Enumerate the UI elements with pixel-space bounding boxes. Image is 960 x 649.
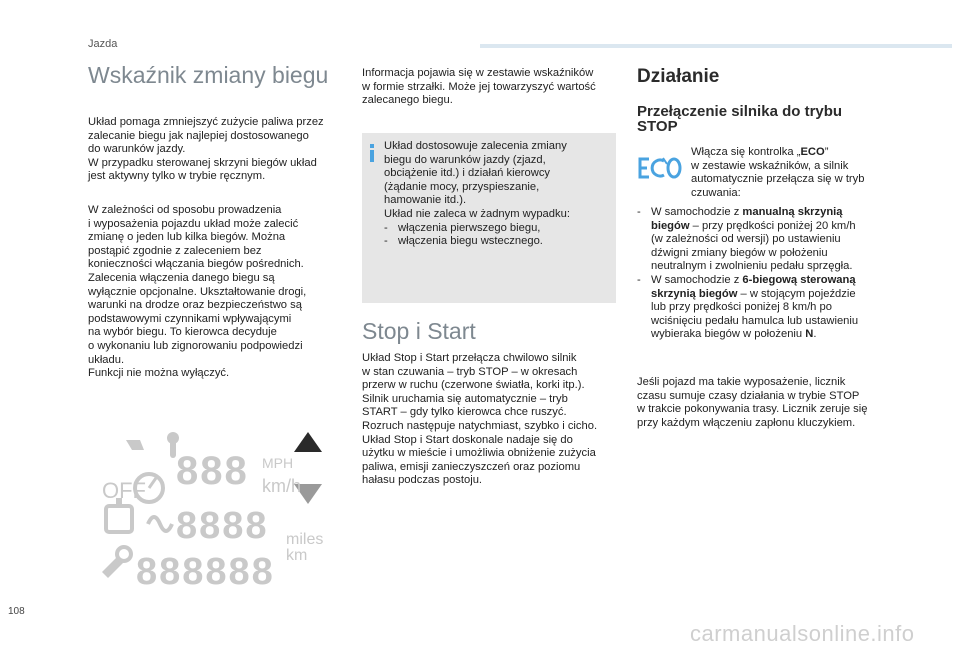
fuel-pump-icon (106, 506, 132, 532)
paragraph-details: W zależności od sposobu prowadzenia i wyposażenia pojazdu układ może zalecić zmianę o jeden lub kilka biegów. Można postąpić zgodnie z zaleceniem bez konieczności włączania biegów pośrednich. Zalecenia włączenia danego biegu są wyłącznie opcjonalne. Ukształtowanie drogi, warunki na drodze oraz bezpieczeństwo są podstawowymi czynnikami wpływającymi na wybór biegu. To kierowca decyduje o wykonaniu lub zignorowaniu podpowiedzi układu. Funkcji nie można wyłączyć. (88, 203, 307, 380)
header-bar (480, 44, 952, 48)
list-item: - włączenia biegu wstecznego. (384, 235, 543, 248)
arrow-up-icon (294, 432, 322, 452)
list-item-manual: - W samochodzie z manualną skrzynią biegów – przy prędkości poniżej 20 km/h (w zależności od wersji) po ustawieniu dźwigni zmiany biegów w położeniu neutralnym i zwolnieniu pedału sprzęgła. (637, 206, 856, 273)
column-stop-start (362, 318, 616, 488)
info-box (362, 133, 616, 303)
miles-unit-label: miles (286, 531, 324, 548)
info-icon (369, 144, 375, 162)
glow-plug-icon (148, 517, 172, 531)
section-title-gear-indicator: Wskaźnik zmiany biegu (88, 62, 329, 88)
eco-description: Włącza się kontrolka „ECO” w zestawie wskaźników, a silnik automatycznie przełącza się w tryb czuwania: (691, 146, 865, 199)
key-head-icon (167, 432, 179, 444)
column-gear-info (362, 67, 616, 108)
page-number: 108 (8, 606, 25, 617)
odometer-segment-display: 888888 (136, 551, 275, 590)
range-segment-display: 8888 (176, 505, 269, 547)
instrument-cluster-illustration (96, 432, 336, 590)
paragraph-stop-timer: Jeśli pojazd ma takie wyposażenie, licznik czasu sumuje czasy działania w trybie STOP w trakcie pokonywania trasy. Licznik zeruje się przy każdym włączeniu zapłonu kluczykiem. (637, 376, 868, 429)
column-operation (637, 66, 889, 134)
list-item-automated: - W samochodzie z 6-biegową sterowaną skrzynią biegów – w stojącym pojeździe lub przy prędkości poniżej 8 km/h po wciśnięciu pedału hamulca lub ustawieniu wybieraka biegów w położeniu N. (637, 273, 859, 341)
paragraph-intro: Układ pomaga zmniejszyć zużycie paliwa przez zalecanie biegu jak najlepiej dostosowanego do warunków jazdy. W przypadku sterowanej skrzyni biegów układ jest aktywny tylko w trybie ręcznym. (88, 116, 324, 183)
wrench-head-icon (117, 547, 131, 561)
gauge-needle-icon (149, 478, 156, 488)
section-title-operation: Działanie (637, 66, 720, 87)
subsection-title-stop: Przełączenie silnika do trybu STOP (637, 103, 843, 135)
km-unit-label: km (286, 547, 308, 564)
speed-segment-display: 888 (176, 449, 249, 493)
info-text: Układ dostosowuje zalecenia zmiany biegu do warunków jazdy (zjazd, obciążenie itd.) i działań kierowcy (żądanie mocy, przyspieszanie, hamowanie itd.). Układ nie zaleca w żadnym wypadku: - włączenia pierwszego biegu, - włączenia biegu wstecznego. (384, 140, 608, 249)
kmh-unit-label: km/h (262, 476, 302, 496)
gear-symbol-icon (126, 440, 144, 450)
paragraph-stop-start: Układ Stop i Start przełącza chwilowo silnik w stan czuwania – tryb STOP – w okresach przerw w ruchu (czerwone światła, korki itp.). Silnik uruchamia się automatycznie – tryb START – gdy tylko kierowca chce ruszyć. Rozruch następuje natychmiast, szybko i cicho. Układ Stop i Start doskonale nadaje się do użytku w mieście i umożliwia obniżenie zużycia paliwa, emisji zanieczyszczeń oraz poziomu hałasu podczas postoju. (362, 352, 598, 487)
section-label: Jazda (88, 38, 118, 50)
list-item: - włączenia pierwszego biegu, (384, 221, 541, 234)
paragraph-arrow-info: Informacja pojawia się w zestawie wskaźników w formie strzałki. Może jej towarzyszyć wartość zalecanego biegu. (362, 67, 596, 107)
eco-indicator-icon (637, 156, 682, 180)
column-gear-indicator (88, 62, 348, 381)
off-label: OFF (102, 478, 146, 503)
section-title-stop-start: Stop i Start (362, 318, 476, 344)
stop-conditions-list (637, 206, 889, 342)
mph-unit-label: MPH (262, 455, 294, 471)
watermark: carmanualsonline.info (690, 621, 915, 646)
